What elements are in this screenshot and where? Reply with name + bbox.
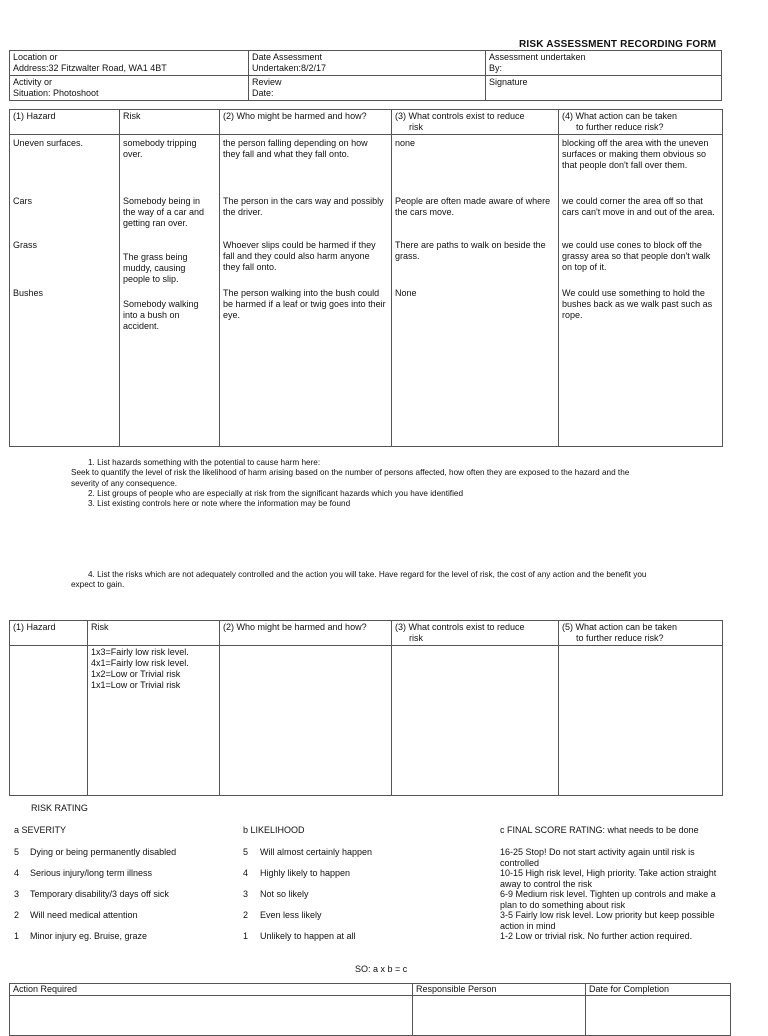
likelihood-number: 5 — [243, 847, 249, 857]
risk-item: The grass being muddy, causing people to slip. — [123, 251, 188, 284]
action-header-line1: (4) What action can be taken — [562, 111, 678, 121]
action-header — [559, 110, 723, 135]
responsible-person-cell[interactable] — [413, 996, 586, 1036]
final-score-item: 16-25 Stop! Do not start activity again until risk is controlled — [500, 847, 695, 868]
action-header-2-line2: to further reduce risk? — [576, 632, 664, 643]
control-item: People are often made aware of where the cars move. — [395, 195, 551, 217]
controls-cell-2 — [392, 645, 559, 795]
likelihood-number: 1 — [243, 931, 249, 941]
hazard-item: Grass — [13, 239, 38, 250]
likelihood-text: Highly likely to happen — [260, 868, 351, 878]
instruction-4b: expect to gain. — [71, 580, 125, 589]
location-label: Location or — [13, 52, 58, 62]
hazard-header: (1) Hazard — [10, 110, 120, 135]
activity-cell — [10, 75, 249, 100]
severity-text: Serious injury/long term illness — [30, 868, 153, 878]
hazard-item: Bushes — [13, 287, 44, 298]
controls-header-2 — [392, 621, 559, 646]
signature-label: Signature — [489, 76, 528, 87]
action-item: We could use something to hold the bushes back as we walk past such as rope. — [562, 287, 713, 320]
action-item: blocking off the area with the uneven surfaces or making them obvious so that people don't fall over them. — [562, 137, 709, 170]
severity-text: Will need medical attention — [30, 910, 138, 920]
final-score-item: 1-2 Low or trivial risk. No further action required. — [500, 931, 693, 941]
likelihood-number: 2 — [243, 910, 249, 920]
action-header-2-line1: (5) What action can be taken — [562, 622, 678, 632]
harmed-column — [220, 134, 392, 446]
by-label: By: — [489, 62, 503, 73]
harmed-item: The person walking into the bush could be harmed if a leaf or twig goes into their eye. — [223, 287, 386, 320]
instruction-3: 3. List existing controls here or note where the information may be found — [88, 499, 351, 508]
date-label: Date: — [252, 87, 274, 98]
severity-number: 2 — [14, 910, 20, 920]
review-label: Review — [252, 76, 282, 87]
control-item: There are paths to walk on beside the grass. — [395, 239, 546, 261]
action-column — [559, 134, 723, 446]
harmed-header-2: (2) Who might be harmed and how? — [220, 621, 392, 646]
instruction-1-detail-a: Seek to quantify the level of risk the likelihood of harm arising based on the number of persons affected, how often they are exposed to the hazard and the — [71, 468, 630, 477]
action-header-2 — [559, 621, 723, 646]
review-cell — [249, 75, 486, 100]
hazard-table-2 — [9, 620, 723, 796]
assessment-by-cell — [486, 51, 722, 76]
final-score-item: 6-9 Medium risk level. Tighten up controls and make a plan to do something about risk — [500, 889, 716, 910]
control-item: None — [395, 287, 417, 298]
likelihood-title: b LIKELIHOOD — [243, 825, 305, 835]
harmed-cell-2 — [220, 645, 392, 795]
address-value: Address:32 Fitzwalter Road, WA1 4BT — [13, 62, 167, 73]
controls-header-2-line2: risk — [409, 632, 423, 643]
controls-header-line1: (3) What controls exist to reduce — [395, 111, 525, 121]
date-completion-header: Date for Completion — [586, 984, 731, 996]
risk-item: Somebody walking into a bush on accident. — [123, 298, 199, 331]
action-item: we could use cones to block off the grassy area so that people don't walk on top of it. — [562, 239, 711, 272]
form-title: RISK ASSESSMENT RECORDING FORM — [519, 39, 717, 50]
harmed-item: The person in the cars way and possibly the driver. — [223, 195, 384, 217]
header-table — [9, 50, 722, 101]
hazard-column — [10, 134, 120, 446]
risk-item: Somebody being in the way of a car and getting ran over. — [123, 195, 205, 228]
severity-text: Temporary disability/3 days off sick — [30, 889, 169, 899]
action-table — [9, 983, 731, 1036]
activity-label: Activity or — [13, 76, 53, 87]
risk-cell-2 — [88, 645, 220, 795]
risk-rating-line: 1x1=Low or Trivial risk — [91, 679, 181, 690]
undertaken-value: Undertaken:8/2/17 — [252, 62, 327, 73]
hazard-header-2: (1) Hazard — [10, 621, 88, 646]
severity-number: 5 — [14, 847, 20, 857]
severity-text: Dying or being permanently disabled — [30, 847, 177, 857]
controls-header — [392, 110, 559, 135]
hazard-table-1 — [9, 109, 723, 447]
controls-header-line2: risk — [409, 121, 423, 132]
instruction-4a: 4. List the risks which are not adequately controlled and the action you will take. Have regard for the level of risk, the cost of any action and the benefit you — [88, 570, 647, 579]
harmed-item: the person falling depending on how they fall and what they fall onto. — [223, 137, 368, 159]
hazard-item: Uneven surfaces. — [13, 137, 84, 148]
risk-item: somebody tripping over. — [123, 137, 197, 159]
severity-title: a SEVERITY — [14, 825, 67, 835]
date-assessment-cell — [249, 51, 486, 76]
date-assessment-label: Date Assessment — [252, 52, 323, 62]
likelihood-text: Not so likely — [260, 889, 309, 899]
controls-column — [392, 134, 559, 446]
risk-header: Risk — [120, 110, 220, 135]
harmed-header: (2) Who might be harmed and how? — [220, 110, 392, 135]
risk-rating-line: 4x1=Fairly low risk level. — [91, 657, 189, 668]
action-cell-2 — [559, 645, 723, 795]
risk-column — [120, 134, 220, 446]
final-score-item: 10-15 High risk level, High priority. Take action straight away to control the risk — [500, 868, 717, 889]
signature-cell — [486, 75, 722, 100]
risk-rating-title: RISK RATING — [31, 803, 88, 813]
likelihood-text: Even less likely — [260, 910, 322, 920]
severity-number: 1 — [14, 931, 20, 941]
location-cell — [10, 51, 249, 76]
risk-rating-line: 1x2=Low or Trivial risk — [91, 668, 181, 679]
likelihood-text: Unlikely to happen at all — [260, 931, 356, 941]
assessment-label: Assessment undertaken — [489, 52, 586, 62]
action-required-header: Action Required — [10, 984, 413, 996]
likelihood-text: Will almost certainly happen — [260, 847, 373, 857]
control-item: none — [395, 137, 416, 148]
instruction-1: 1. List hazards something with the potential to cause harm here: — [88, 458, 321, 467]
severity-number: 3 — [14, 889, 20, 899]
formula: SO: a x b = c — [355, 964, 408, 974]
risk-header-2: Risk — [88, 621, 220, 646]
likelihood-number: 3 — [243, 889, 249, 899]
date-completion-cell[interactable] — [586, 996, 731, 1036]
risk-rating-line: 1x3=Fairly low risk level. — [91, 646, 189, 657]
severity-number: 4 — [14, 868, 20, 878]
hazard-item: Cars — [13, 195, 33, 206]
instruction-1-detail-b: severity of any consequence. — [71, 479, 178, 488]
situation-value: Situation: Photoshoot — [13, 87, 99, 98]
action-item: we could corner the area off so that cars can't move in and out of the area. — [562, 195, 715, 217]
controls-header-2-line1: (3) What controls exist to reduce — [395, 622, 525, 632]
severity-text: Minor injury eg. Bruise, graze — [30, 931, 148, 941]
instruction-2: 2. List groups of people who are especially at risk from the significant hazards which you have identified — [88, 489, 464, 498]
action-header-line2: to further reduce risk? — [576, 121, 664, 132]
harmed-item: Whoever slips could be harmed if they fall and they could also harm anyone they fall onto. — [223, 239, 376, 272]
hazard-cell-2 — [10, 645, 88, 795]
responsible-person-header: Responsible Person — [413, 984, 586, 996]
action-required-cell[interactable] — [10, 996, 413, 1036]
final-score-title: c FINAL SCORE RATING: what needs to be done — [500, 825, 699, 835]
final-score-item: 3-5 Fairly low risk level. Low priority but keep possible action in mind — [500, 910, 715, 931]
likelihood-number: 4 — [243, 868, 249, 878]
